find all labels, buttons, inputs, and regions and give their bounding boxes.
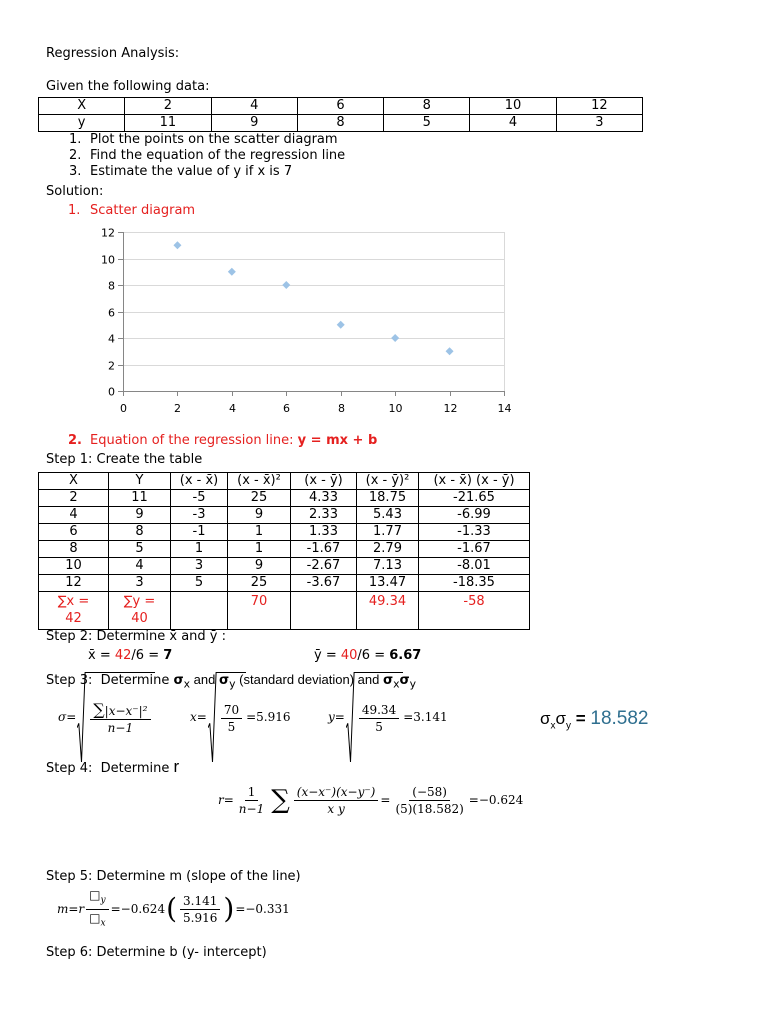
- sigma-symbol: σ: [218, 673, 230, 688]
- table-cell: 3: [556, 115, 642, 132]
- denominator: 5: [375, 720, 383, 734]
- table-cell: 4: [109, 558, 171, 575]
- data-point: [391, 334, 399, 342]
- calculation-table-header: [39, 473, 530, 490]
- square-root: [208, 672, 246, 762]
- denominator: n−1: [107, 720, 134, 735]
- data-table: [38, 97, 643, 132]
- formula-lhs: σ=: [58, 710, 77, 724]
- table-cell: 4: [39, 507, 109, 524]
- fraction: [221, 703, 242, 734]
- denominator: (5)(18.582): [395, 801, 464, 816]
- table-cell: -1.67: [291, 541, 357, 558]
- sum-cell: ∑x = 42: [39, 592, 109, 630]
- table-row: [39, 524, 530, 541]
- fraction: [294, 785, 379, 816]
- calculation-table-body: [39, 490, 530, 630]
- task-number: 2.: [69, 148, 82, 163]
- fraction: [180, 894, 220, 925]
- std-dev-x-formula: [190, 698, 291, 736]
- sum-cell: ∑y = 40: [109, 592, 171, 630]
- y-tick-label: 6: [108, 306, 115, 320]
- right-paren: ): [223, 892, 235, 925]
- table-cell: 4: [470, 115, 556, 132]
- numerator: [86, 888, 108, 909]
- given-label: Given the following data:: [46, 79, 210, 94]
- step3-middle: (standard deviation) and: [235, 672, 383, 687]
- step4-prefix: Step 4: Determine: [46, 761, 174, 776]
- x-tick-label: 4: [229, 402, 236, 415]
- task-number: 1.: [69, 132, 82, 147]
- y-tick-label: 10: [101, 253, 115, 267]
- column-header: (x - x̄): [171, 473, 228, 490]
- column-header: (x - x̄) (x - ȳ): [419, 473, 530, 490]
- step3-prefix: Step 3: Determine: [46, 673, 174, 688]
- fraction: [86, 888, 108, 930]
- table-cell: 8: [39, 541, 109, 558]
- radicand: [217, 672, 246, 762]
- table-cell: 7.13: [357, 558, 419, 575]
- radical-sign-icon: [346, 672, 355, 762]
- subscript-x: x: [393, 677, 400, 691]
- table-cell: 9: [211, 115, 297, 132]
- table-cell: 3: [171, 558, 228, 575]
- subscript-y: y: [100, 895, 106, 906]
- column-header: X: [39, 473, 109, 490]
- correlation-variable: r: [173, 757, 180, 776]
- column-header: Y: [109, 473, 171, 490]
- table-cell: 2: [125, 98, 211, 115]
- sum-x-value: 42: [114, 648, 132, 663]
- table-cell: 1.77: [357, 524, 419, 541]
- table-cell: 2.33: [291, 507, 357, 524]
- table-cell: 13.47: [357, 575, 419, 592]
- mean-x-lhs: x̄ =: [88, 648, 115, 663]
- table-cell: 25: [228, 575, 291, 592]
- sigma-symbol: σ: [540, 709, 551, 728]
- denominator: 5.916: [183, 910, 218, 925]
- task-number: 3.: [69, 164, 82, 179]
- table-cell: 1: [228, 524, 291, 541]
- table-cell: 5: [109, 541, 171, 558]
- denominator: 5: [227, 720, 236, 734]
- mean-y-result: 6.67: [389, 648, 422, 663]
- radicand: [355, 672, 403, 762]
- row-label: y: [39, 115, 125, 132]
- mean-y-line: [314, 648, 421, 664]
- section-text: Equation of the regression line:: [90, 433, 298, 448]
- denominator: n−1: [238, 801, 265, 816]
- numerator: 1: [245, 785, 259, 801]
- table-cell: 1.33: [291, 524, 357, 541]
- task-item: [69, 148, 345, 164]
- table-cell: 8: [297, 115, 383, 132]
- x-tick-label: 8: [338, 402, 345, 415]
- table-cell: 2: [39, 490, 109, 507]
- table-row: [39, 558, 530, 575]
- section-number: 2.: [68, 433, 82, 448]
- equals-sign: =: [380, 793, 391, 807]
- table-cell: 12: [556, 98, 642, 115]
- fraction: [359, 703, 399, 734]
- table-cell: -1: [171, 524, 228, 541]
- std-dev-y-formula: [328, 698, 448, 736]
- sigma-product-value: 18.582: [590, 708, 649, 729]
- numerator: (x−x⁻)(x−y⁻): [294, 785, 379, 801]
- table-cell: -2.67: [291, 558, 357, 575]
- table-cell: -1.33: [419, 524, 530, 541]
- y-tick-label: 4: [108, 332, 115, 346]
- table-cell: 9: [109, 507, 171, 524]
- data-point: [337, 321, 345, 329]
- equals-sign: =: [571, 709, 591, 728]
- data-point: [173, 241, 181, 249]
- fraction: [236, 785, 267, 816]
- task-text: Find the equation of the regression line: [90, 148, 346, 163]
- summation-icon: ∑: [93, 699, 105, 719]
- data-point: [228, 268, 236, 276]
- table-cell: 1: [171, 541, 228, 558]
- table-cell: 6: [39, 524, 109, 541]
- table-row: [39, 115, 643, 132]
- step6-heading: Step 6: Determine b (y- intercept): [46, 945, 267, 960]
- table-row: [39, 98, 643, 115]
- step2-heading: Step 2: Determine x̄ and ȳ :: [46, 629, 227, 644]
- fraction: [90, 699, 150, 735]
- numerator: (−58): [409, 785, 450, 801]
- table-cell: 1: [228, 541, 291, 558]
- table-cell: 9: [228, 558, 291, 575]
- sum-cell: 70: [228, 592, 291, 630]
- square-root: [77, 672, 154, 762]
- calculation-table: [38, 472, 530, 630]
- y-tick-label: 2: [108, 359, 115, 373]
- task-item: [69, 164, 292, 180]
- table-cell: 10: [470, 98, 556, 115]
- std-dev-formula: [58, 696, 155, 738]
- slope-formula: [57, 888, 290, 928]
- formula-lhs: y=: [328, 710, 345, 724]
- mean-x-line: [88, 648, 172, 664]
- conjunction: and: [190, 672, 219, 687]
- formula-result: =3.141: [403, 710, 448, 724]
- formula-result: =5.916: [246, 710, 291, 724]
- radical-sign-icon: [208, 672, 217, 762]
- section-number: 1.: [68, 203, 81, 218]
- solution-label: Solution:: [46, 184, 104, 199]
- scatter-chart: [88, 222, 518, 422]
- table-cell: 5.43: [357, 507, 419, 524]
- table-cell: 4.33: [291, 490, 357, 507]
- formula-lhs: r=: [218, 793, 234, 807]
- table-cell: 10: [39, 558, 109, 575]
- table-cell: 8: [109, 524, 171, 541]
- table-cell: -21.65: [419, 490, 530, 507]
- mean-x-result: 7: [163, 648, 173, 663]
- data-point: [282, 281, 290, 289]
- header-row: [39, 473, 530, 490]
- numerator: 49.34: [359, 703, 399, 719]
- table-cell: -1.67: [419, 541, 530, 558]
- table-cell: 2.79: [357, 541, 419, 558]
- formula-lhs: x=: [190, 710, 207, 724]
- mean-x-division: /6 =: [131, 648, 164, 663]
- sigma-symbol: σ: [382, 673, 394, 688]
- formula-lhs: m=r: [57, 902, 85, 916]
- numerator: 70: [221, 703, 242, 719]
- denominator: [86, 910, 108, 930]
- table-cell: -5: [171, 490, 228, 507]
- numerator: [90, 699, 150, 720]
- row-label: X: [39, 98, 125, 115]
- step1-heading: Step 1: Create the table: [46, 452, 203, 467]
- box-icon: □: [89, 910, 101, 925]
- subscript-x: x: [100, 917, 106, 928]
- task-item: [69, 132, 338, 148]
- x-tick-label: 2: [174, 402, 181, 415]
- sum-row: [39, 592, 530, 630]
- x-tick-label: 12: [443, 402, 458, 415]
- correlation-value: =−0.624: [110, 902, 166, 916]
- sigma-symbol: σ: [399, 673, 410, 688]
- subscript-x: x: [550, 720, 556, 732]
- task-text: Plot the points on the scatter diagram: [90, 132, 338, 147]
- left-paren: (: [166, 892, 178, 925]
- sum-cell: [171, 592, 228, 630]
- column-header: (x - x̄)²: [228, 473, 291, 490]
- section-scatter-heading: [68, 203, 195, 219]
- summation-icon: ∑: [271, 785, 290, 815]
- column-header: (x - ȳ)²: [357, 473, 419, 490]
- task-text: Estimate the value of y if x is 7: [90, 164, 293, 179]
- numerator: 3.141: [180, 894, 220, 910]
- table-cell: 12: [39, 575, 109, 592]
- y-tick-label: 0: [108, 385, 115, 399]
- sigma-symbol: σ: [173, 673, 184, 688]
- fraction: [392, 785, 466, 816]
- column-header: (x - ȳ): [291, 473, 357, 490]
- table-row: [39, 490, 530, 507]
- subscript-y: y: [566, 720, 571, 732]
- radicand: [86, 672, 154, 762]
- sigma-symbol: σ: [555, 709, 566, 728]
- section-regression-heading: [68, 433, 377, 449]
- x-tick-label: 6: [283, 402, 290, 415]
- data-point: [446, 347, 454, 355]
- sum-cell: [291, 592, 357, 630]
- x-tick-label: 0: [120, 402, 127, 415]
- table-cell: 18.75: [357, 490, 419, 507]
- x-tick-label: 10: [388, 402, 403, 415]
- table-cell: 3: [109, 575, 171, 592]
- formula-result: =−0.624: [468, 793, 524, 807]
- mean-y-division: /6 =: [357, 648, 390, 663]
- sum-cell: -58: [419, 592, 530, 630]
- table-cell: -3: [171, 507, 228, 524]
- sigma-product: [540, 708, 649, 737]
- formula-result: =−0.331: [235, 902, 290, 916]
- correlation-formula: [218, 780, 523, 820]
- table-cell: 4: [211, 98, 297, 115]
- numerator-text: |x−x⁻|²: [104, 703, 148, 718]
- box-icon: □: [89, 888, 101, 903]
- table-cell: -18.35: [419, 575, 530, 592]
- step5-heading: Step 5: Determine m (slope of the line): [46, 869, 301, 884]
- table-cell: 6: [297, 98, 383, 115]
- regression-equation: y = mx + b: [297, 433, 378, 448]
- table-cell: 11: [125, 115, 211, 132]
- table-cell: 5: [384, 115, 470, 132]
- table-cell: 8: [384, 98, 470, 115]
- table-cell: 25: [228, 490, 291, 507]
- denominator: x y: [327, 801, 345, 816]
- table-row: [39, 541, 530, 558]
- y-tick-label: 12: [101, 226, 115, 240]
- table-row: [39, 575, 530, 592]
- table-cell: -3.67: [291, 575, 357, 592]
- table-row: [39, 507, 530, 524]
- y-tick-label: 8: [108, 279, 115, 293]
- mean-y-lhs: ȳ =: [314, 648, 341, 663]
- step4-heading: [46, 759, 179, 777]
- table-cell: 11: [109, 490, 171, 507]
- square-root: [346, 672, 403, 762]
- table-cell: 9: [228, 507, 291, 524]
- page-title: Regression Analysis:: [46, 46, 180, 61]
- table-cell: 5: [171, 575, 228, 592]
- data-table-body: [39, 98, 643, 132]
- table-cell: -8.01: [419, 558, 530, 575]
- sum-y-value: 40: [340, 648, 358, 663]
- subscript-y: y: [229, 677, 236, 691]
- subscript-x: x: [183, 677, 191, 691]
- radical-sign-icon: [77, 672, 86, 762]
- subscript-y: y: [409, 677, 417, 691]
- sum-cell: 49.34: [357, 592, 419, 630]
- table-cell: -6.99: [419, 507, 530, 524]
- section-text: Scatter diagram: [90, 203, 196, 218]
- x-tick-label: 14: [497, 402, 512, 415]
